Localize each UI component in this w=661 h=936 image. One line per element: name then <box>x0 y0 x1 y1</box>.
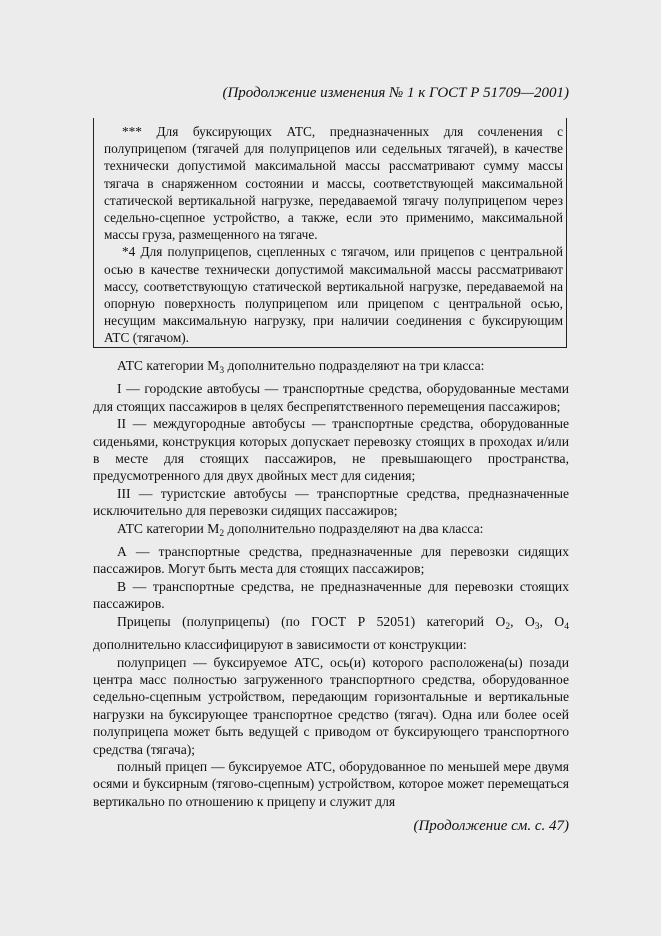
paragraph-m2-intro: АТС категории $М_2$ дополнительно подразделяют на два класса: <box>117 520 484 539</box>
paragraph-class-b: В — транспортные средства, не предназначенные для перевозки стоящих пассажиров. <box>93 578 569 612</box>
main-text <box>93 357 569 810</box>
footnote-marker: *4 <box>122 244 136 260</box>
footnotes-box <box>93 118 567 348</box>
footnote-marker: *** <box>122 124 142 139</box>
footnote-text: Для буксирующих АТС, предназначенных для сочленения с полуприцепом (тягачей для полуприцепов или седельных тягачей), в качестве технически допустимой максимальной массы рассматривают сумму массы тягача в снаряженном состоянии и массы, соответствующей максимальной статической вертикальной нагрузке, передаваемой тягачу полуприцепом через седельно-сцепное устройство, а также, если это применимо, максимальной массы груза, размещенного на тягаче. <box>104 124 563 243</box>
paragraph-full-trailer: полный прицеп — буксируемое АТС, оборудованное по меньшей мере двумя осями и буксирным (тягово-сцепным) устройством, которое может перемещаться вертикально по отношению к прицепу и служит для <box>93 758 569 809</box>
footnote-4 <box>104 243 563 346</box>
footnote-text: Для полуприцепов, сцепленных с тягачом, или прицепов с центральной осью в качестве технически допустимой максимальной массы рассматривают массу, соответствующую статической вертикальной нагрузке, передаваемой на опорную поверхность полуприцепом или прицепом с центральной осью, несущим максимальную нагрузку, при наличии соединения с буксирующим АТС (тягачом). <box>104 244 563 346</box>
paragraph-class-a: А — транспортные средства, предназначенные для перевозки сидящих пассажиров. Могут быть места для стоящих пассажиров; <box>93 544 569 577</box>
page-footer-continuation: (Продолжение см. с. 47) <box>413 818 569 834</box>
paragraph-class-2: II — междугородные автобусы — транспортные средства, оборудованные сиденьями, конструкция которых допускает перевозку стоящих в проходах и/или в месте для стоящих пассажиров, не превышающего пространства, предусмотренного для двух двойных мест для сидения; <box>93 416 569 484</box>
paragraph-class-1: I — городские автобусы — транспортные средства, оборудованные местами для стоящих пассажиров в целях беспрепятственного перемещения пассажиров; <box>93 381 569 414</box>
footnote-3 <box>104 123 563 243</box>
paragraph-m3-intro: АТС категории $М_3$ дополнительно подразделяют на три класса: <box>117 358 485 376</box>
paragraph-semitrailer: полуприцеп — буксируемое АТС, ось(и) которого расположена(ы) позади центра масс полностью загруженного транспортного средства, оборудованное седельно-сцепным устройством, передающим горизонтальные и вертикальные нагрузки на буксирующее транспортное средство (тягач). Одна или более осей полуприцепа может быть ведущей с приводом от буксирующего транспортного средства (тягача); <box>93 654 569 757</box>
page-header-continuation: (Продолжение изменения № 1 к ГОСТ Р 51709—2001) <box>222 85 569 101</box>
paragraph-trailers-intro: Прицепы (полуприцепы) (по ГОСТ Р 52051) категорий $О_2$, $О_3$, $О_4$ дополнительно классифицируют в зависимости от конструкции: <box>93 613 569 653</box>
paragraph-class-3: III — туристские автобусы — транспортные средства, предназначенные исключительно для перевозки сидящих пассажиров; <box>93 485 569 519</box>
